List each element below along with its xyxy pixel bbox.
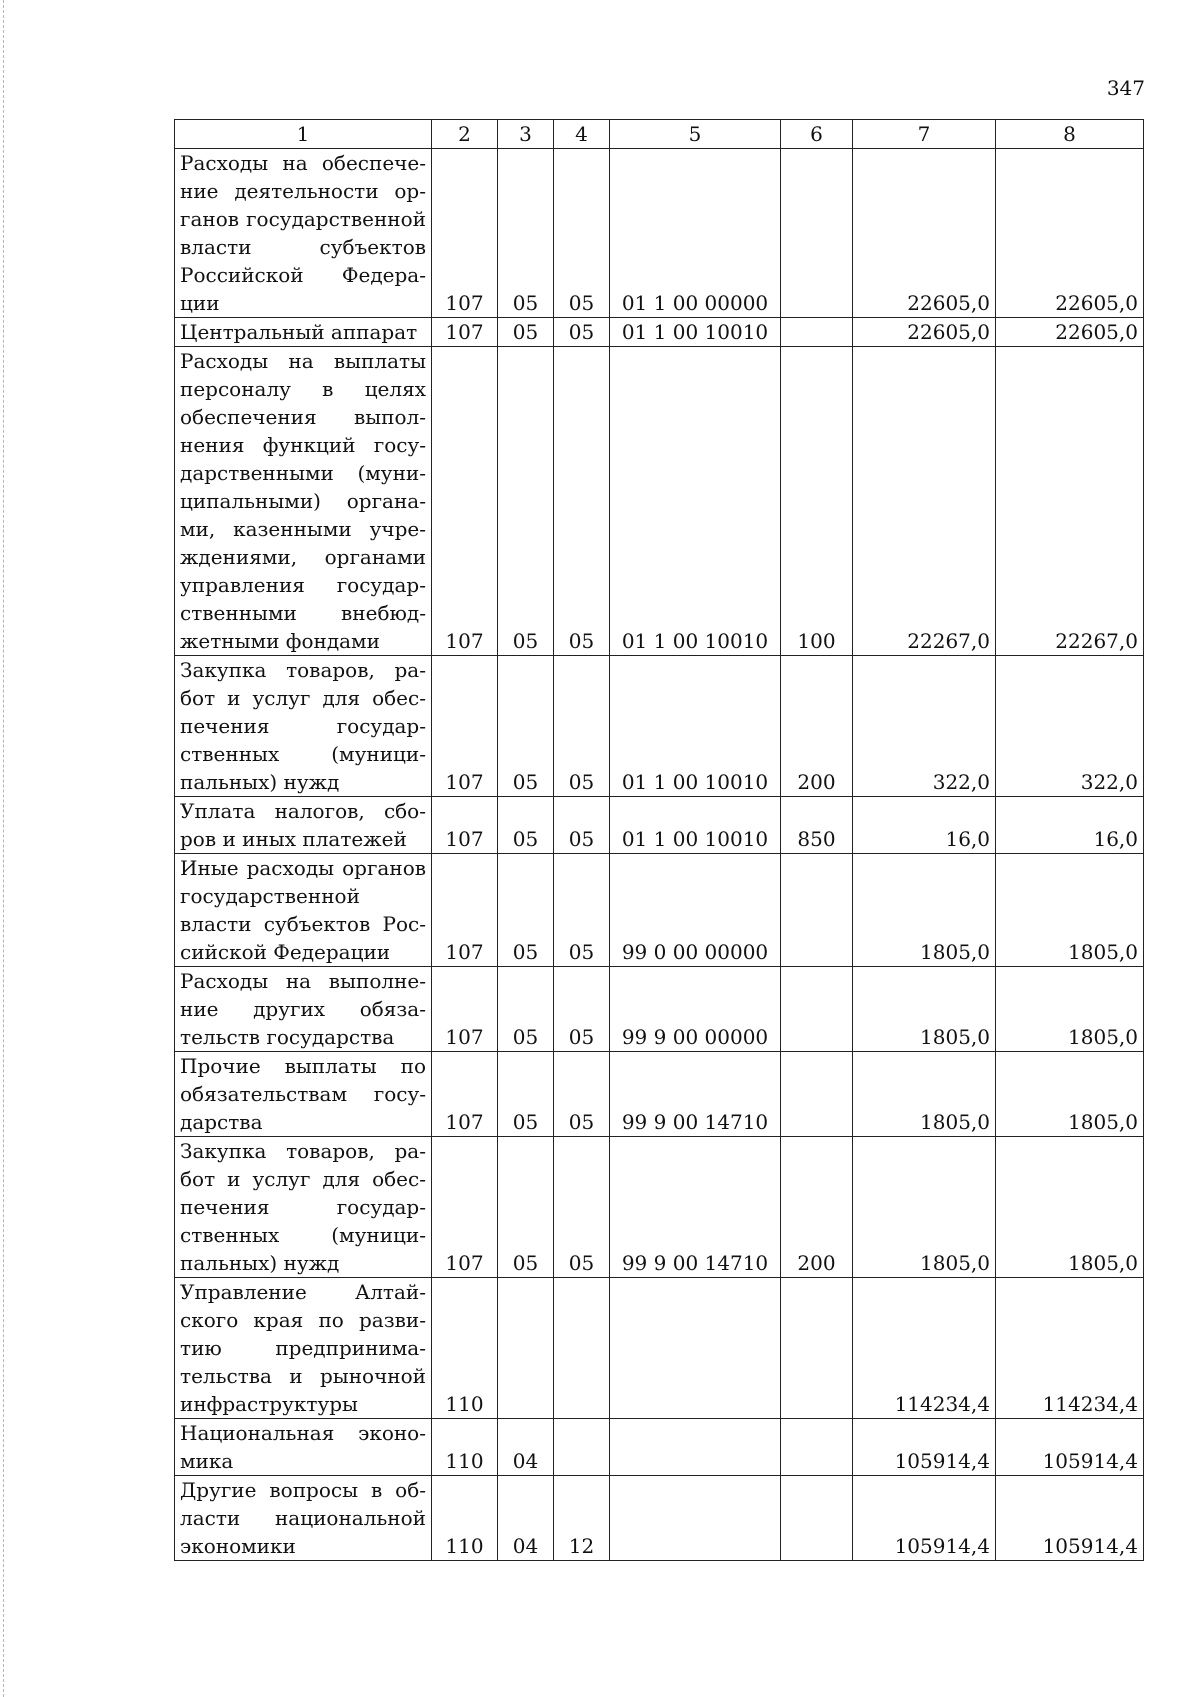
row-expense-type xyxy=(781,318,853,347)
row-amount-7: 322,0 xyxy=(853,656,996,797)
table-row xyxy=(175,656,1144,797)
table-row xyxy=(175,347,1144,656)
row-target-item xyxy=(610,1419,781,1476)
row-section: 05 xyxy=(498,656,554,797)
row-amount-8: 114234,4 xyxy=(996,1278,1144,1419)
row-subsection: 12 xyxy=(554,1476,610,1561)
row-amount-7: 16,0 xyxy=(853,797,996,854)
row-target-item: 01 1 00 00000 xyxy=(610,149,781,318)
row-amount-8: 22605,0 xyxy=(996,149,1144,318)
row-admin-code: 107 xyxy=(432,656,498,797)
row-section: 05 xyxy=(498,967,554,1052)
row-amount-7: 22267,0 xyxy=(853,347,996,656)
row-expense-type xyxy=(781,1476,853,1561)
row-name: Закупка товаров, работ и услуг для обеспечения государственных (муниципальных) нужд xyxy=(175,656,432,797)
row-amount-7: 105914,4 xyxy=(853,1419,996,1476)
row-amount-8: 322,0 xyxy=(996,656,1144,797)
row-amount-8: 105914,4 xyxy=(996,1476,1144,1561)
row-name: Национальная экономика xyxy=(175,1419,432,1476)
header-row xyxy=(175,120,1144,149)
row-expense-type: 200 xyxy=(781,656,853,797)
page-number: 347 xyxy=(1106,76,1145,100)
row-subsection xyxy=(554,1419,610,1476)
row-name: Расходы на выполнение других обязательств государства xyxy=(175,967,432,1052)
row-section: 05 xyxy=(498,347,554,656)
table-row xyxy=(175,1419,1144,1476)
table-row xyxy=(175,318,1144,347)
row-name: Расходы на выплаты персоналу в целях обеспечения выполнения функций государственными (муниципальными) органами, казенными учреждениями, органами управления государственными внебюджетными фондами xyxy=(175,347,432,656)
table-row xyxy=(175,1278,1144,1419)
row-amount-7: 22605,0 xyxy=(853,149,996,318)
row-admin-code: 107 xyxy=(432,149,498,318)
row-admin-code: 107 xyxy=(432,967,498,1052)
header-col-8: 8 xyxy=(996,120,1144,149)
row-admin-code: 107 xyxy=(432,797,498,854)
row-admin-code: 110 xyxy=(432,1419,498,1476)
row-name: Уплата налогов, сборов и иных платежей xyxy=(175,797,432,854)
row-subsection xyxy=(554,1278,610,1419)
row-section: 04 xyxy=(498,1419,554,1476)
header-col-1: 1 xyxy=(175,120,432,149)
row-target-item: 99 9 00 14710 xyxy=(610,1137,781,1278)
row-amount-8: 1805,0 xyxy=(996,967,1144,1052)
table-row xyxy=(175,967,1144,1052)
row-admin-code: 107 xyxy=(432,318,498,347)
row-target-item: 99 9 00 00000 xyxy=(610,967,781,1052)
row-expense-type xyxy=(781,967,853,1052)
header-col-2: 2 xyxy=(432,120,498,149)
row-expense-type: 100 xyxy=(781,347,853,656)
row-section xyxy=(498,1278,554,1419)
row-name: Управление Алтайского края по развитию предпринимательства и рыночной инфраструктуры xyxy=(175,1278,432,1419)
table-row xyxy=(175,1137,1144,1278)
row-section: 05 xyxy=(498,854,554,967)
row-amount-8: 1805,0 xyxy=(996,1052,1144,1137)
header-col-3: 3 xyxy=(498,120,554,149)
row-admin-code: 110 xyxy=(432,1476,498,1561)
row-expense-type xyxy=(781,149,853,318)
row-amount-8: 16,0 xyxy=(996,797,1144,854)
row-amount-7: 114234,4 xyxy=(853,1278,996,1419)
header-col-4: 4 xyxy=(554,120,610,149)
row-amount-7: 1805,0 xyxy=(853,1052,996,1137)
row-target-item xyxy=(610,1278,781,1419)
row-subsection: 05 xyxy=(554,967,610,1052)
row-subsection: 05 xyxy=(554,797,610,854)
row-subsection: 05 xyxy=(554,1052,610,1137)
row-target-item: 99 0 00 00000 xyxy=(610,854,781,967)
row-name: Прочие выплаты по обязательствам государства xyxy=(175,1052,432,1137)
row-target-item: 01 1 00 10010 xyxy=(610,318,781,347)
table-row xyxy=(175,854,1144,967)
scan-edge-line xyxy=(3,0,4,1697)
row-subsection: 05 xyxy=(554,347,610,656)
row-name: Иные расходы органов государственной власти субъектов Российской Федерации xyxy=(175,854,432,967)
row-subsection: 05 xyxy=(554,1137,610,1278)
row-admin-code: 107 xyxy=(432,347,498,656)
row-target-item xyxy=(610,1476,781,1561)
row-subsection: 05 xyxy=(554,854,610,967)
row-expense-type: 850 xyxy=(781,797,853,854)
row-amount-8: 1805,0 xyxy=(996,854,1144,967)
table-row xyxy=(175,1052,1144,1137)
row-subsection: 05 xyxy=(554,656,610,797)
row-amount-7: 105914,4 xyxy=(853,1476,996,1561)
row-amount-8: 1805,0 xyxy=(996,1137,1144,1278)
row-target-item: 99 9 00 14710 xyxy=(610,1052,781,1137)
row-expense-type: 200 xyxy=(781,1137,853,1278)
row-admin-code: 110 xyxy=(432,1278,498,1419)
row-expense-type xyxy=(781,854,853,967)
row-amount-8: 22605,0 xyxy=(996,318,1144,347)
table-row xyxy=(175,1476,1144,1561)
row-amount-7: 22605,0 xyxy=(853,318,996,347)
row-name: Другие вопросы в области национальной экономики xyxy=(175,1476,432,1561)
row-amount-7: 1805,0 xyxy=(853,854,996,967)
row-subsection: 05 xyxy=(554,318,610,347)
row-section: 05 xyxy=(498,1137,554,1278)
table-row xyxy=(175,797,1144,854)
row-expense-type xyxy=(781,1052,853,1137)
row-section: 05 xyxy=(498,1052,554,1137)
row-name: Центральный аппарат xyxy=(175,318,432,347)
row-section: 05 xyxy=(498,797,554,854)
row-amount-8: 22267,0 xyxy=(996,347,1144,656)
header-col-6: 6 xyxy=(781,120,853,149)
row-name: Закупка товаров, работ и услуг для обеспечения государственных (муниципальных) нужд xyxy=(175,1137,432,1278)
row-target-item: 01 1 00 10010 xyxy=(610,347,781,656)
row-admin-code: 107 xyxy=(432,1052,498,1137)
row-admin-code: 107 xyxy=(432,1137,498,1278)
row-amount-7: 1805,0 xyxy=(853,967,996,1052)
row-amount-7: 1805,0 xyxy=(853,1137,996,1278)
row-target-item: 01 1 00 10010 xyxy=(610,797,781,854)
row-amount-8: 105914,4 xyxy=(996,1419,1144,1476)
row-name: Расходы на обеспечение деятельности органов государственной власти субъектов Российской Федерации xyxy=(175,149,432,318)
budget-table xyxy=(174,119,1144,1561)
header-col-7: 7 xyxy=(853,120,996,149)
row-target-item: 01 1 00 10010 xyxy=(610,656,781,797)
row-section: 05 xyxy=(498,318,554,347)
row-section: 05 xyxy=(498,149,554,318)
row-section: 04 xyxy=(498,1476,554,1561)
row-subsection: 05 xyxy=(554,149,610,318)
row-expense-type xyxy=(781,1278,853,1419)
header-col-5: 5 xyxy=(610,120,781,149)
row-expense-type xyxy=(781,1419,853,1476)
table-row xyxy=(175,149,1144,318)
row-admin-code: 107 xyxy=(432,854,498,967)
